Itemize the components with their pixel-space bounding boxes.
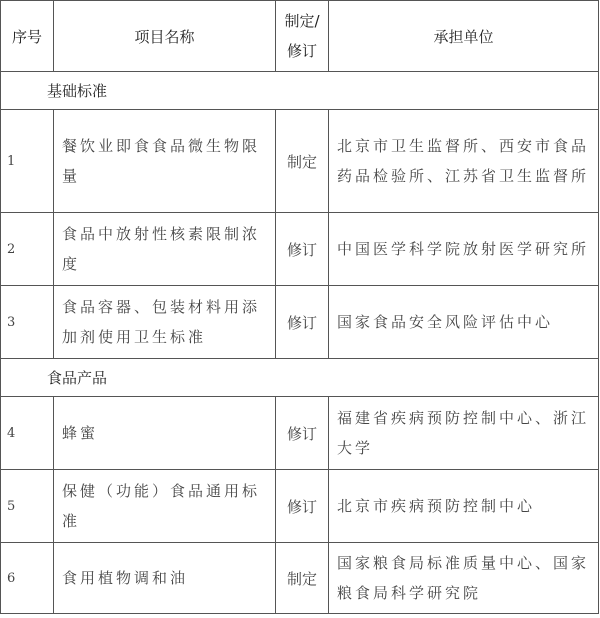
row-project-name: 食品容器、包装材料用添加剂使用卫生标准 [54,286,276,359]
row-responsible-unit: 国家粮食局标准质量中心、国家粮食局科学研究院 [329,543,599,614]
row-project-name: 餐饮业即食食品微生物限量 [54,110,276,213]
header-type-line2: 修订 [286,42,317,60]
row-number: 2 [1,213,54,286]
table-row [1,213,599,286]
section-title: 食品产品 [1,359,599,397]
row-responsible-unit: 北京市卫生监督所、西安市食品药品检验所、江苏省卫生监督所 [329,110,599,213]
section-row [1,359,599,397]
table-row [1,543,599,614]
section-title: 基础标准 [1,72,599,110]
header-type-line1: 制定/ [284,12,320,30]
row-responsible-unit: 国家食品安全风险评估中心 [329,286,599,359]
row-type: 修订 [276,286,329,359]
row-project-name: 食品中放射性核素限制浓度 [54,213,276,286]
header-project-name: 项目名称 [54,1,276,72]
table-row [1,286,599,359]
section-row [1,72,599,110]
row-number: 5 [1,470,54,543]
row-type: 制定 [276,110,329,213]
row-type: 修订 [276,397,329,470]
row-number: 6 [1,543,54,614]
header-number: 序号 [1,1,54,72]
table-row [1,110,599,213]
row-type: 修订 [276,470,329,543]
row-project-name: 食用植物调和油 [54,543,276,614]
row-number: 4 [1,397,54,470]
header-type [276,1,329,72]
row-responsible-unit: 中国医学科学院放射医学研究所 [329,213,599,286]
row-responsible-unit: 福建省疾病预防控制中心、浙江大学 [329,397,599,470]
row-project-name: 保健（功能）食品通用标准 [54,470,276,543]
row-project-name: 蜂蜜 [54,397,276,470]
table-row [1,397,599,470]
header-row [1,1,599,72]
header-responsible-unit: 承担单位 [329,1,599,72]
row-responsible-unit: 北京市疾病预防控制中心 [329,470,599,543]
row-type: 制定 [276,543,329,614]
row-type: 修订 [276,213,329,286]
row-number: 1 [1,110,54,213]
table-row [1,470,599,543]
row-number: 3 [1,286,54,359]
